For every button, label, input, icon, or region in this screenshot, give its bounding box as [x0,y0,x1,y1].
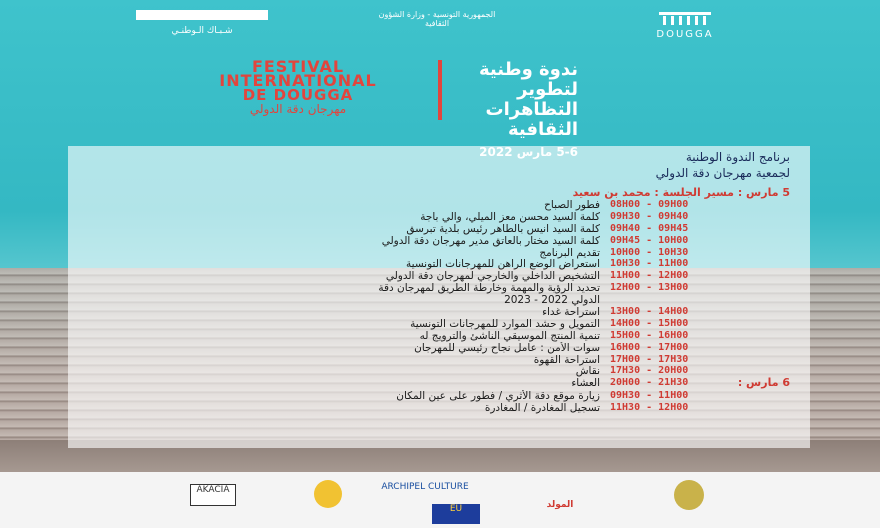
schedule-row [230,199,790,211]
akacia-logo: AKACIA [190,484,236,506]
event-title: ندوة وطنية لتطوير التظاهرات الثقافية [448,60,578,162]
dougga-logo: DOUGGA [640,10,730,36]
schedule-activity: تحديد الرؤية والمهمة وخارطة الطريق لمهرجان دقة [378,282,600,295]
schedule-time: 09H30 - 09H40 [610,210,689,222]
schedule-row [230,258,790,270]
schedule-row [230,365,790,377]
schedule-time: 16H00 - 17H00 [610,341,689,353]
brand-line-2: INTERNATIONAL [219,71,377,90]
shubbak-logo-text: شـبـاك الـوطنـي [171,26,233,36]
schedule-activity: كلمة السيد انيس بالطاهر رئيس بلدية تبرسق [406,222,600,235]
schedule-activity: سوات الأمن : عامل نجاح رئيسي للمهرجان [414,341,600,354]
day1-label: 5 مارس : مسير الجلسة : محمد بن سعيد [572,186,790,199]
schedule-activity: زيارة موقع دقة الأثري / فطور على عين المكان [396,390,600,402]
brand-arabic: مهرجان دقة الدولي [249,102,347,116]
schedule-row [230,330,790,342]
schedule-time: 08H00 - 09H00 [610,199,689,210]
schedule-activity: التشخيص الداخلي والخارجي لمهرجان دقة الدولي [385,270,600,283]
schedule-activity: فطور الصباح [544,199,600,211]
schedule-activity: كلمة السيد مختار بالعاتق مدير مهرجان دقة الدولي [381,234,600,247]
schedule-row [230,294,790,306]
schedule-row [230,354,790,366]
schedule-activity: تسجيل المغادرة / المغادرة [484,401,600,414]
schedule-time: 17H00 - 17H30 [610,353,689,365]
schedule-activity: تنمية المنتج الموسيقي الناشئ والترويج له [419,329,600,342]
schedule-row [230,223,790,235]
schedule-row [230,402,790,414]
schedule-row [230,390,790,402]
almawled-logo: المولد [546,500,574,510]
schedule-time: 10H00 - 10H30 [610,246,689,258]
schedule-row [230,318,790,330]
day2-schedule [230,390,790,414]
schedule-time: 20H00 - 21H30 [610,377,689,389]
schedule-row [230,306,790,318]
schedule-activity: استراحة القهوة [533,353,600,366]
schedule-activity: استراحة غداء [542,306,600,319]
schedule-time: 14H00 - 15H00 [610,317,689,329]
schedule-activity: الدولي 2022 - 2023 [504,294,600,307]
day2-label: 6 مارس : [737,376,790,389]
schedule-activity: التمويل و حشد الموارد للمهرجانات التونسية [410,317,600,330]
schedule-row [230,282,790,294]
festival-brand [178,57,418,116]
schedule-time: 09H40 - 09H45 [610,222,689,234]
sun-logo [314,480,342,508]
program-subheading: لجمعية مهرجان دقة الدولي [655,166,790,180]
schedule-time: 13H00 - 14H00 [610,306,689,318]
schedule-row [230,235,790,247]
schedule-activity: كلمة السيد محسن معز الميلي، والي باجة [420,210,600,223]
schedule-time: 10H30 - 11H00 [610,258,689,270]
schedule-row [230,377,790,389]
schedule-row [230,270,790,282]
brand-line-1: FESTIVAL [251,57,345,76]
temple-icon [655,10,715,26]
schedule-activity: استعراض الوضع الراهن للمهرجانات التونسية [406,258,600,271]
schedule-time: 17H30 - 20H00 [610,365,689,377]
schedule-time: 09H30 - 11H00 [610,390,689,401]
shubbak-logo [136,10,268,36]
ministry-logo: الجمهورية التونسية - وزارة الشؤون الثقافية [378,10,496,28]
schedule-row [230,342,790,354]
eu-flag-logo: EU [432,504,480,524]
program-heading: برنامج الندوة الوطنية [685,150,790,164]
day1-schedule [230,199,790,389]
schedule-row [230,211,790,223]
archipel-logo: ARCHIPEL CULTURE [381,482,469,492]
schedule-activity: تقديم البرنامج [539,246,600,259]
schedule-activity: نقاش [575,365,600,378]
schedule-activity: العشاء [571,377,600,390]
brand-line-3: DE DOUGGA [242,86,354,104]
schedule-time: 11H00 - 12H00 [610,270,689,282]
emblem-logo [674,480,704,510]
schedule-time: 09H45 - 10H00 [610,234,689,246]
schedule-time: 11H30 - 12H00 [610,401,689,413]
schedule-row [230,247,790,259]
schedule-time: 15H00 - 16H00 [610,329,689,341]
schedule-time: 12H00 - 13H00 [610,282,689,294]
brand-divider [438,60,442,120]
